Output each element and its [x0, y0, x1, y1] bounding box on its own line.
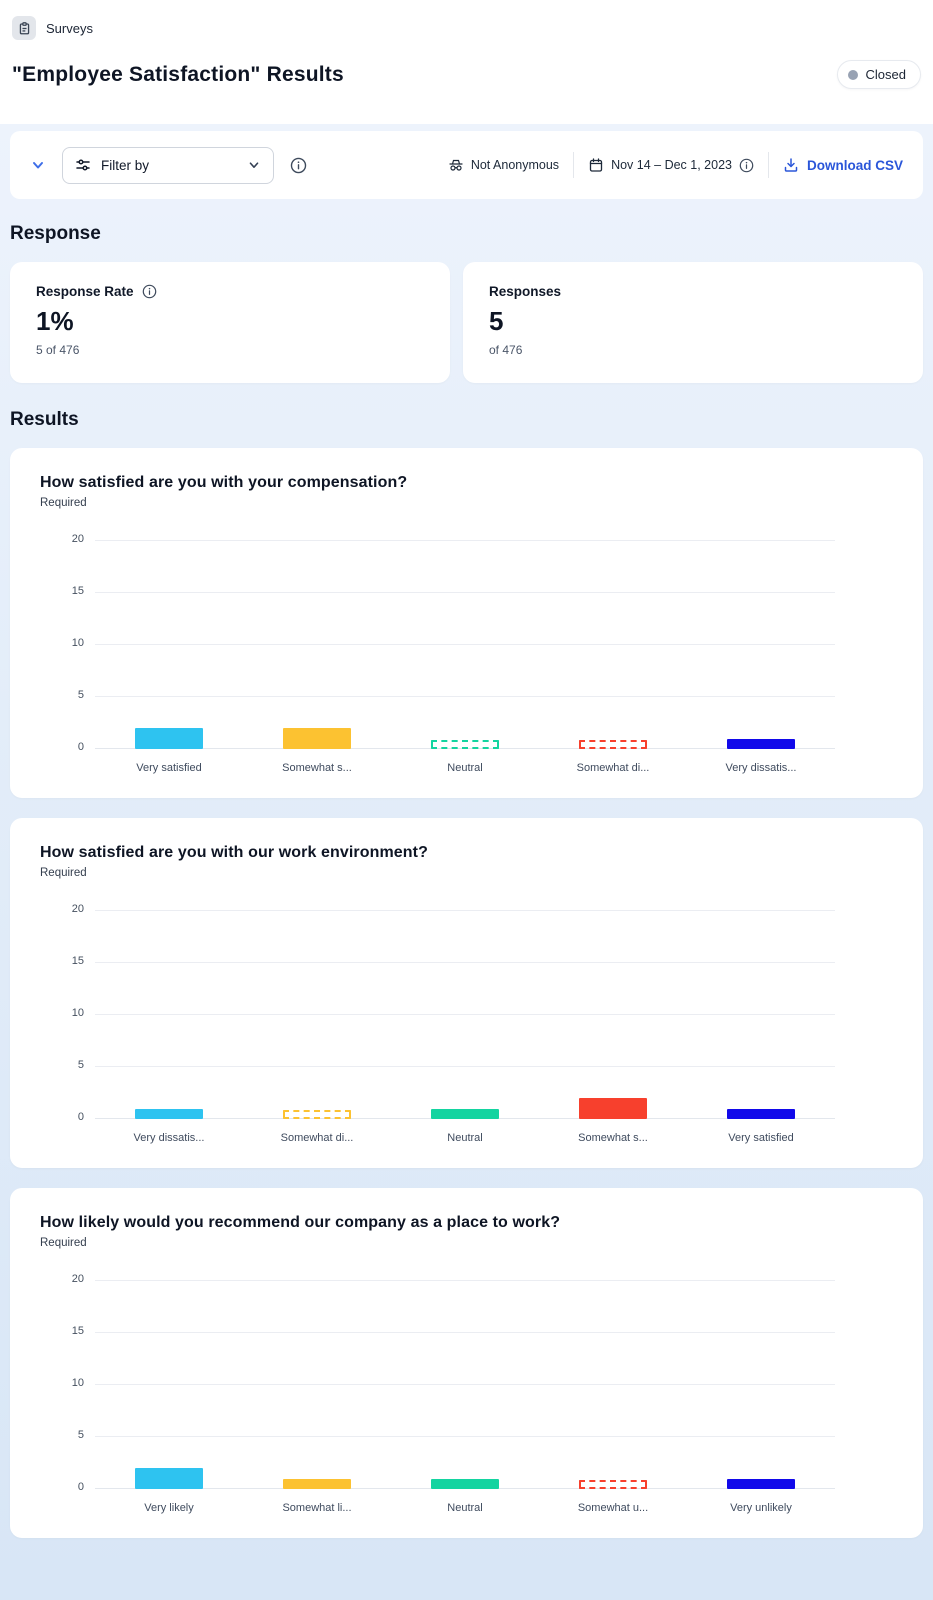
status-badge-label: Closed [865, 67, 906, 82]
bar-slot [95, 1281, 243, 1489]
bars-row [95, 541, 835, 749]
breadcrumb[interactable] [12, 16, 921, 40]
x-tick-label: Neutral [447, 1502, 483, 1514]
x-tick-label: Very satisfied [136, 762, 202, 774]
question-card-compensation [10, 448, 923, 798]
breadcrumb-label[interactable]: Surveys [46, 20, 93, 36]
bar-empty[interactable] [579, 740, 647, 749]
bar-slot [95, 541, 243, 749]
page-title: "Employee Satisfaction" Results [12, 62, 344, 86]
sliders-icon [75, 157, 91, 173]
filter-toolbar [10, 131, 923, 199]
y-tick-label: 20 [71, 533, 84, 545]
date-range-label: Nov 14 – Dec 1, 2023 [611, 158, 732, 172]
x-axis-labels [95, 1132, 835, 1144]
anonymity-status [448, 157, 559, 173]
calendar-icon [588, 157, 604, 173]
bar-slot [687, 1281, 835, 1489]
chart-plot [71, 533, 835, 753]
y-tick-label: 0 [77, 741, 84, 753]
responses-card [463, 262, 923, 383]
bar[interactable] [283, 728, 351, 749]
x-tick-label: Very likely [144, 1502, 194, 1514]
required-label: Required [40, 867, 87, 879]
bar-slot [391, 911, 539, 1119]
responses-value: 5 [489, 306, 504, 336]
x-tick-label: Very unlikely [730, 1502, 792, 1514]
bar[interactable] [727, 1109, 795, 1119]
bar[interactable] [579, 1098, 647, 1119]
bar[interactable] [135, 1109, 203, 1119]
bars-row [95, 911, 835, 1119]
divider [573, 152, 574, 178]
download-csv-label: Download CSV [806, 157, 903, 173]
bar-empty[interactable] [431, 740, 499, 749]
status-badge [837, 60, 921, 89]
question-title: How likely would you recommend our company as a place to work? [40, 1214, 561, 1231]
bar-empty[interactable] [283, 1110, 351, 1119]
responses-subtext: of 476 [489, 343, 523, 357]
question-title: How satisfied are you with our work environment? [40, 844, 428, 861]
bar-chart [40, 533, 893, 774]
y-tick-label: 10 [71, 1007, 84, 1019]
bar-slot [391, 1281, 539, 1489]
responses-title: Responses [489, 284, 562, 299]
bar-slot [687, 911, 835, 1119]
bar[interactable] [135, 1468, 203, 1489]
date-info-icon[interactable] [739, 158, 754, 173]
filter-by-label: Filter by [101, 157, 150, 173]
required-label: Required [40, 497, 87, 509]
x-tick-label: Somewhat u... [577, 1502, 649, 1514]
bar-chart [40, 903, 893, 1144]
x-axis-labels [95, 762, 835, 774]
question-card-recommend [10, 1188, 923, 1538]
response-rate-value: 1% [36, 306, 74, 336]
y-tick-label: 5 [77, 689, 84, 701]
bar-slot [539, 541, 687, 749]
status-dot-icon [848, 70, 858, 80]
divider [768, 152, 769, 178]
response-rate-title: Response Rate [36, 284, 134, 299]
bar[interactable] [431, 1109, 499, 1119]
bar-chart [40, 1273, 893, 1514]
x-tick-label: Neutral [447, 762, 483, 774]
y-tick-label: 15 [71, 1325, 84, 1337]
results-section-heading: Results [10, 409, 79, 430]
bar-slot [539, 1281, 687, 1489]
response-stats-row [10, 262, 923, 383]
download-icon [783, 157, 799, 173]
x-axis-labels [95, 1502, 835, 1514]
y-tick-label: 0 [77, 1111, 84, 1123]
bar-slot [243, 911, 391, 1119]
bar-slot [687, 541, 835, 749]
bar[interactable] [727, 1479, 795, 1489]
bar-slot [95, 911, 243, 1119]
x-tick-label: Very satisfied [728, 1132, 794, 1144]
x-tick-label: Neutral [447, 1132, 483, 1144]
y-tick-label: 10 [71, 637, 84, 649]
question-card-work-environment [10, 818, 923, 1168]
response-rate-info-icon[interactable] [142, 284, 157, 299]
bar[interactable] [283, 1479, 351, 1489]
x-tick-label: Somewhat di... [280, 1132, 354, 1144]
chart-plot [71, 903, 835, 1123]
page-header [0, 0, 933, 124]
bar-empty[interactable] [579, 1480, 647, 1489]
chevron-down-icon [247, 158, 261, 172]
bar-slot [243, 1281, 391, 1489]
y-tick-label: 15 [71, 585, 84, 597]
y-tick-label: 10 [71, 1377, 84, 1389]
x-tick-label: Somewhat li... [282, 1502, 352, 1514]
x-tick-label: Somewhat di... [576, 762, 650, 774]
filter-by-dropdown[interactable] [62, 147, 274, 184]
y-tick-label: 20 [71, 903, 84, 915]
date-range [588, 157, 754, 173]
surveys-icon [12, 16, 36, 40]
required-label: Required [40, 1237, 87, 1249]
x-tick-label: Very dissatis... [133, 1132, 205, 1144]
bar-slot [539, 911, 687, 1119]
response-section-heading: Response [10, 223, 101, 244]
question-title: How satisfied are you with your compensation? [40, 474, 408, 491]
response-rate-card [10, 262, 450, 383]
incognito-icon [448, 157, 464, 173]
anonymity-label: Not Anonymous [470, 158, 560, 172]
y-tick-label: 0 [77, 1481, 84, 1493]
bar-slot [243, 541, 391, 749]
bar[interactable] [135, 728, 203, 749]
x-tick-label: Somewhat s... [282, 762, 352, 774]
bar[interactable] [727, 739, 795, 749]
chart-plot [71, 1273, 835, 1493]
y-tick-label: 15 [71, 955, 84, 967]
x-tick-label: Somewhat s... [578, 1132, 648, 1144]
download-csv-button[interactable] [783, 157, 903, 173]
y-tick-label: 5 [77, 1059, 84, 1071]
bar-slot [391, 541, 539, 749]
content-area [0, 124, 933, 1600]
y-tick-label: 20 [71, 1273, 84, 1285]
collapse-chevron-icon[interactable] [30, 157, 46, 173]
y-tick-label: 5 [77, 1429, 84, 1441]
bars-row [95, 1281, 835, 1489]
response-rate-subtext: 5 of 476 [36, 343, 80, 357]
x-tick-label: Very dissatis... [725, 762, 797, 774]
filter-info-icon[interactable] [290, 157, 307, 174]
bar[interactable] [431, 1479, 499, 1489]
